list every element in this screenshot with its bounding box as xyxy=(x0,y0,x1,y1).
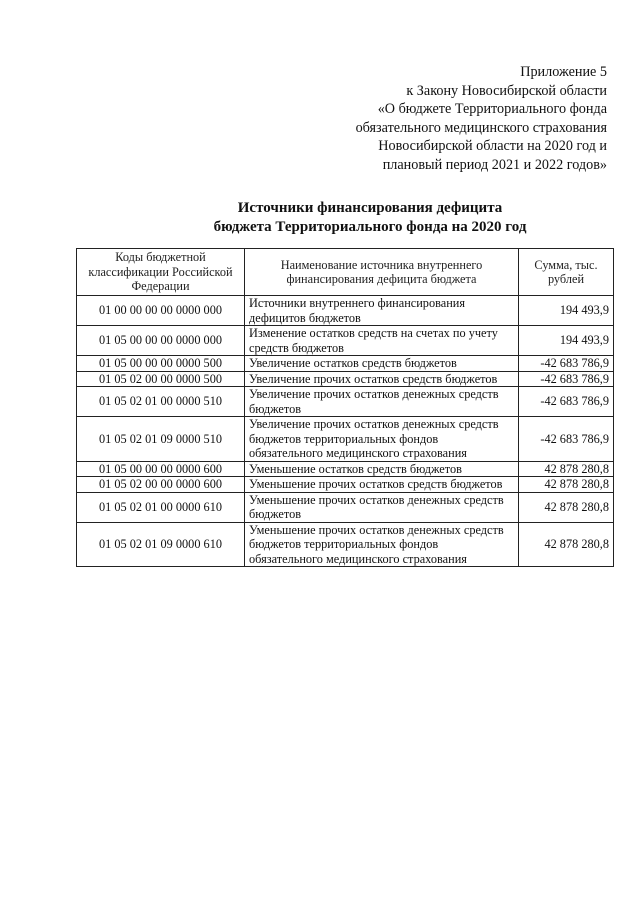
code-cell: 01 05 02 00 00 0000 500 xyxy=(77,371,245,387)
table-row xyxy=(77,296,614,326)
sum-cell: -42 683 786,9 xyxy=(519,356,614,372)
code-cell: 01 05 02 01 09 0000 510 xyxy=(77,417,245,462)
sum-cell: 42 878 280,8 xyxy=(519,522,614,567)
sum-cell: -42 683 786,9 xyxy=(519,387,614,417)
name-cell: Уменьшение прочих остатков денежных средств бюджетов территориальных фондов обязательного медицинского страхования xyxy=(245,522,519,567)
code-cell: 01 05 02 01 00 0000 610 xyxy=(77,492,245,522)
sum-cell: -42 683 786,9 xyxy=(519,417,614,462)
name-cell: Уменьшение прочих остатков денежных средств бюджетов xyxy=(245,492,519,522)
header-line: обязательного медицинского страхования xyxy=(355,119,607,136)
appendix-header xyxy=(287,63,607,174)
sum-cell: 42 878 280,8 xyxy=(519,492,614,522)
header-line: плановый период 2021 и 2022 годов» xyxy=(382,156,607,173)
title-line: бюджета Территориального фонда на 2020 год xyxy=(213,218,527,235)
name-cell: Увеличение прочих остатков денежных средств бюджетов территориальных фондов обязательного медицинского страхования xyxy=(245,417,519,462)
header-line: Приложение 5 xyxy=(520,64,607,80)
code-cell: 01 05 00 00 00 0000 500 xyxy=(77,356,245,372)
name-cell: Увеличение остатков средств бюджетов xyxy=(245,356,519,372)
name-cell: Увеличение прочих остатков средств бюджетов xyxy=(245,371,519,387)
name-cell: Уменьшение остатков средств бюджетов xyxy=(245,461,519,477)
document-title xyxy=(150,199,590,236)
column-header-name: Наименование источника внутреннего финансирования дефицита бюджета xyxy=(245,249,519,296)
title-line: Источники финансирования дефицита xyxy=(237,200,503,216)
name-cell: Изменение остатков средств на счетах по учету средств бюджетов xyxy=(245,326,519,356)
code-cell: 01 05 02 01 00 0000 510 xyxy=(77,387,245,417)
table-row xyxy=(77,477,614,493)
column-header-codes: Коды бюджетной классификации Российской Федерации xyxy=(77,249,245,296)
name-cell: Увеличение прочих остатков денежных средств бюджетов xyxy=(245,387,519,417)
table-row xyxy=(77,387,614,417)
sum-cell: 42 878 280,8 xyxy=(519,461,614,477)
header-line: «О бюджете Территориального фонда xyxy=(377,101,607,117)
sum-cell: -42 683 786,9 xyxy=(519,371,614,387)
header-line: к Закону Новосибирской области xyxy=(406,82,607,99)
table-row xyxy=(77,461,614,477)
name-cell: Уменьшение прочих остатков средств бюджетов xyxy=(245,477,519,493)
sum-cell: 194 493,9 xyxy=(519,326,614,356)
name-cell: Источники внутреннего финансирования дефицитов бюджетов xyxy=(245,296,519,326)
table-row xyxy=(77,417,614,462)
code-cell: 01 00 00 00 00 0000 000 xyxy=(77,296,245,326)
sum-cell: 42 878 280,8 xyxy=(519,477,614,493)
code-cell: 01 05 00 00 00 0000 000 xyxy=(77,326,245,356)
sources-table xyxy=(76,248,614,567)
code-cell: 01 05 00 00 00 0000 600 xyxy=(77,461,245,477)
table-row xyxy=(77,326,614,356)
table-row xyxy=(77,492,614,522)
header-line: Новосибирской области на 2020 год и xyxy=(378,138,607,154)
code-cell: 01 05 02 00 00 0000 600 xyxy=(77,477,245,493)
column-header-sum: Сумма, тыс. рублей xyxy=(519,249,614,296)
code-cell: 01 05 02 01 09 0000 610 xyxy=(77,522,245,567)
sum-cell: 194 493,9 xyxy=(519,296,614,326)
table-row xyxy=(77,356,614,372)
table-body xyxy=(77,296,614,567)
table-row xyxy=(77,371,614,387)
table-header-row xyxy=(77,249,614,296)
table-row xyxy=(77,522,614,567)
